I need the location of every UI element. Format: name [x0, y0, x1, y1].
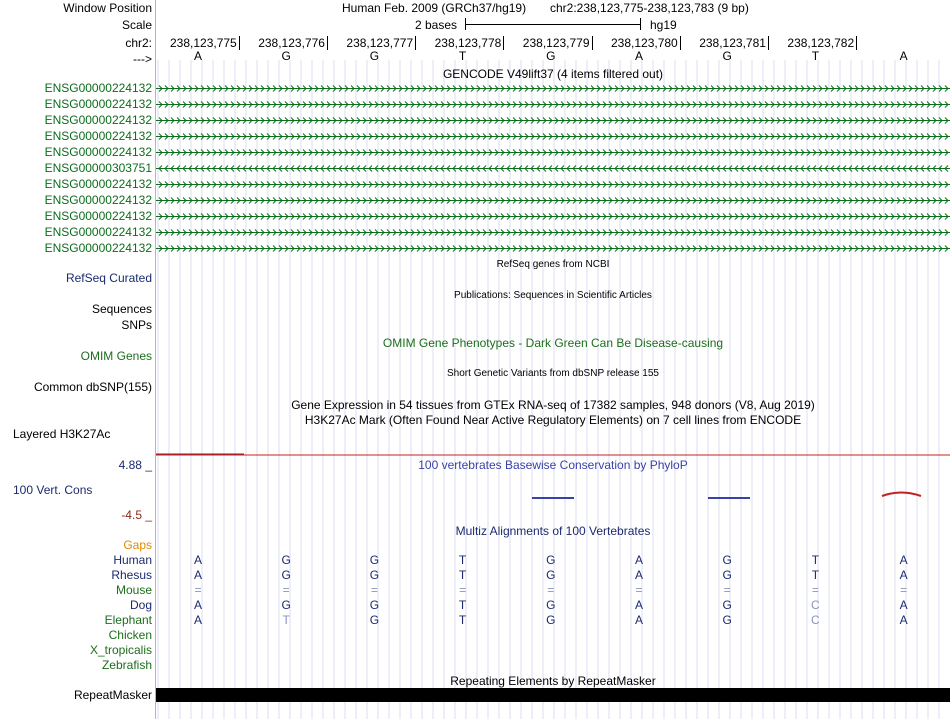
aligned-base: = [370, 583, 378, 597]
reference-base: A [193, 49, 202, 63]
reference-base: G [281, 49, 291, 63]
phylop-title: 100 vertebrates Basewise Conservation by PhyloP [418, 458, 688, 472]
refseq-title: RefSeq genes from NCBI [496, 259, 610, 270]
aligned-base: = [459, 583, 467, 597]
ruler-position: 238,123,780 [611, 36, 681, 50]
aligned-base: G [546, 568, 556, 582]
ruler-position: 238,123,775 [170, 36, 240, 50]
reference-base: A [634, 49, 643, 63]
reference-base: T [458, 49, 467, 63]
gene-label[interactable]: ENSG00000224132 [44, 193, 152, 207]
repeatmasker-block[interactable] [156, 688, 950, 702]
aligned-base: G [722, 568, 732, 582]
aligned-base: T [811, 568, 820, 582]
aligned-base: T [811, 553, 820, 567]
ruler-position: 238,123,777 [346, 36, 416, 50]
ruler-position: 238,123,781 [699, 36, 769, 50]
aligned-base: G [369, 568, 380, 582]
aligned-base: T [458, 598, 467, 612]
browser-track-image[interactable] [156, 0, 950, 719]
aligned-base: G [722, 553, 732, 567]
species-label[interactable]: Human [113, 553, 152, 567]
aligned-base: G [369, 598, 380, 612]
gene-feature-forward[interactable] [156, 84, 950, 93]
reference-base: G [546, 49, 556, 63]
aligned-base: A [634, 568, 643, 582]
gene-feature-reverse[interactable] [156, 164, 950, 173]
common-dbsnp-label[interactable]: Common dbSNP(155) [33, 380, 152, 394]
gene-feature-forward[interactable] [156, 196, 950, 205]
aligned-base: G [722, 598, 732, 612]
aligned-base: = [547, 583, 555, 597]
aligned-base: G [546, 553, 556, 567]
window-position-label: Window Position [63, 1, 152, 15]
scale-bar-text: 2 bases [415, 18, 458, 32]
snps-label[interactable]: SNPs [121, 318, 152, 332]
gene-label[interactable]: ENSG00000224132 [44, 177, 152, 191]
scale-label: Scale [121, 18, 152, 32]
aligned-base: T [458, 568, 467, 582]
repeatmasker-label[interactable]: RepeatMasker [73, 688, 152, 702]
dbsnp-title: Short Genetic Variants from dbSNP release 155 [447, 368, 659, 379]
gene-label[interactable]: ENSG00000224132 [44, 129, 152, 143]
repeatmasker-title: Repeating Elements by RepeatMasker [450, 674, 656, 688]
gene-label[interactable]: ENSG00000224132 [44, 81, 152, 95]
aligned-base: A [899, 613, 908, 627]
ruler-position: 238,123,776 [258, 36, 328, 50]
scale-bar-left-tick [465, 18, 466, 30]
ruler-position: 238,123,778 [435, 36, 505, 50]
species-label[interactable]: Mouse [115, 583, 152, 597]
sequences-label[interactable]: Sequences [91, 302, 152, 316]
cons-track-label[interactable]: 100 Vert. Cons [13, 483, 93, 497]
layered-h3k27ac-label[interactable]: Layered H3K27Ac [13, 427, 111, 441]
gaps-label: Gaps [123, 538, 152, 552]
aligned-base: A [634, 613, 643, 627]
gene-label[interactable]: ENSG00000224132 [44, 241, 152, 255]
omim-title: OMIM Gene Phenotypes - Dark Green Can Be Disease-causing [382, 336, 724, 350]
aligned-base: = [635, 583, 643, 597]
ruler-position: 238,123,782 [787, 36, 857, 50]
gene-feature-forward[interactable] [156, 148, 950, 157]
reference-base: G [369, 49, 380, 63]
species-label[interactable]: Elephant [104, 613, 152, 627]
gene-feature-forward[interactable] [156, 116, 950, 125]
aligned-base: A [899, 598, 908, 612]
aligned-base: G [281, 568, 291, 582]
strand-label: ---> [133, 52, 152, 66]
track-label-sidebar [0, 0, 155, 719]
reference-base: G [722, 49, 732, 63]
aligned-base: A [899, 568, 908, 582]
multiz-title: Multiz Alignments of 100 Vertebrates [455, 524, 651, 538]
gene-label[interactable]: ENSG00000224132 [44, 145, 152, 159]
gene-feature-forward[interactable] [156, 244, 950, 253]
gene-label[interactable]: ENSG00000303751 [44, 161, 152, 175]
scale-db-label: hg19 [650, 18, 677, 32]
omim-track-label[interactable]: OMIM Genes [80, 349, 152, 363]
cons-max-label: 4.88 _ [118, 458, 152, 472]
gene-label[interactable]: ENSG00000224132 [44, 225, 152, 239]
aligned-base: G [546, 598, 556, 612]
species-label[interactable]: Chicken [108, 628, 152, 642]
aligned-base: A [193, 613, 202, 627]
cons-min-label: -4.5 _ [121, 508, 152, 522]
species-label[interactable]: Zebrafish [101, 658, 152, 672]
assembly-label: Human Feb. 2009 (GRCh37/hg19) [342, 1, 527, 15]
ruler-position: 238,123,779 [523, 36, 593, 50]
gene-feature-forward[interactable] [156, 100, 950, 109]
aligned-base: G [722, 613, 732, 627]
refseq-track-label[interactable]: RefSeq Curated [65, 271, 152, 285]
aligned-base: G [369, 553, 380, 567]
aligned-base: A [634, 553, 643, 567]
aligned-base: = [282, 583, 290, 597]
scale-bar [465, 24, 640, 25]
species-label[interactable]: Rhesus [111, 568, 152, 582]
species-label[interactable]: Dog [129, 598, 152, 612]
aligned-base: C [811, 598, 820, 612]
gene-feature-forward[interactable] [156, 228, 950, 237]
aligned-base: = [723, 583, 731, 597]
gtex-title: Gene Expression in 54 tissues from GTEx RNA-seq of 17382 samples, 948 donors (V8, Aug 2019) [291, 398, 815, 412]
aligned-base: G [369, 613, 380, 627]
gene-label[interactable]: ENSG00000224132 [44, 97, 152, 111]
aligned-base: G [281, 598, 291, 612]
aligned-base: A [193, 568, 202, 582]
chrom-label: chr2: [125, 36, 152, 50]
gencode-title: GENCODE V49lift37 (4 items filtered out) [442, 67, 664, 81]
h3k27ac-and-phylop-graph [156, 448, 950, 508]
aligned-base: A [193, 553, 202, 567]
aligned-base: = [194, 583, 202, 597]
aligned-base: A [193, 598, 202, 612]
gene-label[interactable]: ENSG00000224132 [44, 113, 152, 127]
gene-label[interactable]: ENSG00000224132 [44, 209, 152, 223]
publications-title: Publications: Sequences in Scientific Articles [454, 290, 652, 301]
reference-base: T [811, 49, 820, 63]
aligned-base: = [900, 583, 908, 597]
aligned-base: A [634, 598, 643, 612]
aligned-base: G [546, 613, 556, 627]
aligned-base: C [811, 613, 820, 627]
h3k27ac-title: H3K27Ac Mark (Often Found Near Active Regulatory Elements) on 7 cell lines from ENCODE [304, 413, 802, 427]
scale-bar-right-tick [640, 18, 641, 30]
aligned-base: A [899, 553, 908, 567]
aligned-base: = [811, 583, 819, 597]
aligned-base: G [281, 553, 291, 567]
position-label: chr2:238,123,775-238,123,783 (9 bp) [550, 1, 749, 15]
reference-base: A [899, 49, 908, 63]
gene-feature-forward[interactable] [156, 212, 950, 221]
phylop-peak [882, 493, 921, 497]
aligned-base: T [282, 613, 290, 627]
gene-feature-forward[interactable] [156, 132, 950, 141]
species-label[interactable]: X_tropicalis [89, 643, 152, 657]
aligned-base: T [458, 553, 467, 567]
aligned-base: T [458, 613, 467, 627]
gene-feature-forward[interactable] [156, 180, 950, 189]
